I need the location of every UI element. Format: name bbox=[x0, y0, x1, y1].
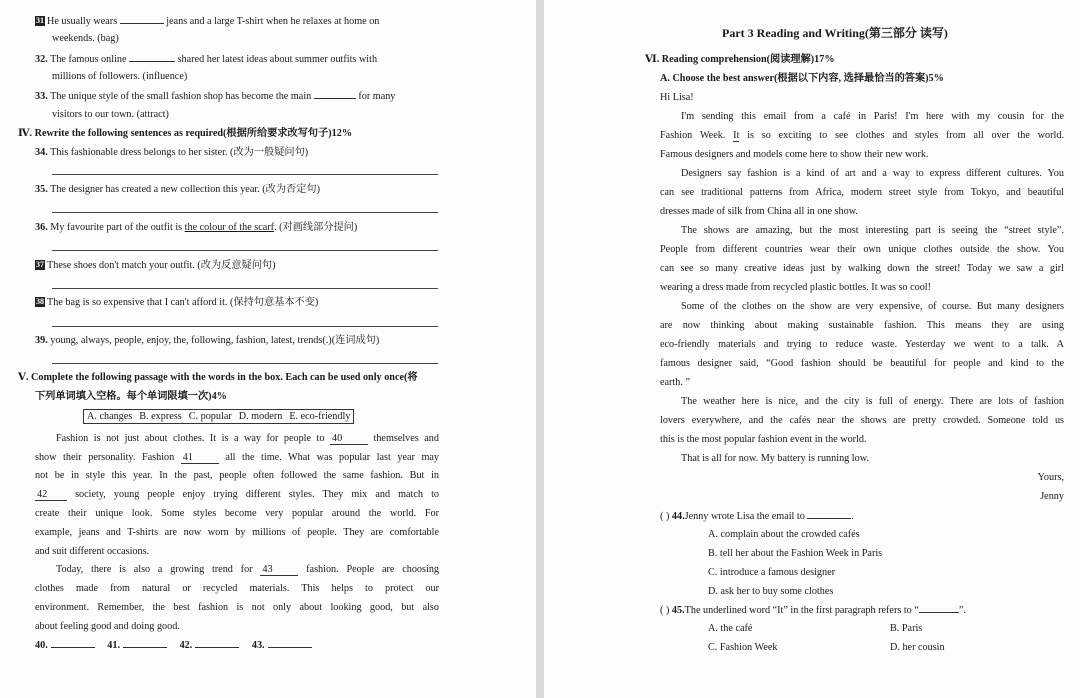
section-v-heading: Ⅴ. Complete the following passage with the words in the box. Each can be used only once(将 bbox=[18, 372, 418, 383]
answer-blank-41[interactable] bbox=[123, 638, 167, 648]
answer-blank-43[interactable] bbox=[268, 638, 312, 648]
email-line: can see so many creative ideas just by walking down the street! Today we saw a girl bbox=[660, 263, 1064, 274]
passage-line: create their unique look. Some styles become very popular around the world. For bbox=[35, 508, 439, 519]
answer-line[interactable] bbox=[52, 212, 438, 213]
question-32: 32. The famous online shared her latest ideas about summer outfits with bbox=[35, 54, 378, 65]
underlined-it: It bbox=[733, 130, 740, 141]
email-line: eco-friendly materials and trying to reduce waste. Yesterday we went to a talk. A bbox=[660, 339, 1064, 350]
email-line: this is the most popular fashion event in the world. bbox=[660, 434, 867, 445]
email-line: are now thinking about making sustainable fashion. This means they are using bbox=[660, 320, 1064, 331]
answer-paren[interactable]: ( ) bbox=[660, 605, 670, 616]
answer-row: 40. 41. 42. 43. bbox=[35, 638, 312, 652]
option-45-b[interactable]: B. Paris bbox=[890, 623, 923, 634]
email-line: Designers say fashion is a kind of art and a way to express different cultures. You bbox=[681, 168, 1064, 179]
option-45-d[interactable]: D. her cousin bbox=[890, 642, 945, 653]
section-vi-heading: Ⅵ. Reading comprehension(阅读理解)17% bbox=[645, 54, 835, 65]
email-line: wearing a dress made from recycled plastic bottles. It was so cool! bbox=[660, 282, 932, 293]
question-33-line2: visitors to our town. (attract) bbox=[52, 109, 169, 120]
option-44-b[interactable]: B. tell her about the Fashion Week in Paris bbox=[708, 548, 883, 559]
blank-42: 42 bbox=[35, 489, 67, 501]
blank-40: 40 bbox=[330, 433, 368, 445]
email-signature: Jenny bbox=[1040, 491, 1064, 502]
question-45: ( ) 45.The underlined word “It” in the first paragraph refers to “ ”. bbox=[660, 605, 966, 616]
answer-blank-40[interactable] bbox=[51, 638, 95, 648]
option-44-a[interactable]: A. complain about the crowded cafés bbox=[708, 529, 860, 540]
question-44: ( ) 44.Jenny wrote Lisa the email to . bbox=[660, 511, 854, 522]
answer-line[interactable] bbox=[52, 326, 438, 327]
question-38: 38 The bag is so expensive that I can't afford it. (保持句意基本不变) bbox=[36, 297, 319, 308]
email-line: lovers everywhere, and the cafés near the shows are pretty crowded. Someone told us bbox=[660, 415, 1064, 426]
answer-blank[interactable] bbox=[314, 89, 356, 99]
question-35: 35. The designer has created a new collection this year. (改为否定句) bbox=[35, 184, 320, 195]
passage-line: environment. Remember, the best fashion is not only about looking good, but also bbox=[35, 602, 439, 613]
email-line: famous designer said, “Good fashion should be beautiful for people and kind to the bbox=[660, 358, 1064, 369]
email-line: earth. ” bbox=[660, 377, 690, 388]
question-number: 31 bbox=[36, 16, 44, 25]
word-box: A. changes B. express C. popular D. modern E. eco-friendly bbox=[83, 409, 354, 424]
passage-line: 42 society, young people enjoy trying different styles. They mix and match to bbox=[37, 489, 439, 500]
section-a-heading: A. Choose the best answer(根据以下内容, 选择最恰当的答案)5% bbox=[660, 73, 944, 84]
email-line: That is all for now. My battery is running low. bbox=[681, 453, 869, 464]
passage-line: about feeling good and doing good. bbox=[35, 621, 180, 632]
right-page bbox=[544, 0, 1080, 698]
option-45-c[interactable]: C. Fashion Week bbox=[708, 642, 778, 653]
passage-line: show their personality. Fashion 41 all the time. What was popular last year may bbox=[35, 452, 440, 463]
passage-line: Fashion is not just about clothes. It is a way for people to 40 themselves and bbox=[56, 433, 439, 444]
question-37: 37 These shoes don't match your outfit. (改为反意疑问句) bbox=[36, 260, 276, 271]
answer-blank[interactable] bbox=[120, 14, 164, 24]
email-line: I'm sending this email from a café in Paris! I'm here with my cousin for the bbox=[681, 111, 1064, 122]
option-44-c[interactable]: C. introduce a famous designer bbox=[708, 567, 836, 578]
passage-line: and suit different occasions. bbox=[35, 546, 150, 557]
answer-blank bbox=[919, 603, 959, 613]
answer-blank[interactable] bbox=[129, 52, 175, 62]
email-line: The shows are amazing, but the most interesting part is seeing the “street style”. bbox=[681, 225, 1064, 236]
answer-line[interactable] bbox=[52, 174, 438, 175]
question-31-line2: weekends. (bag) bbox=[52, 33, 119, 44]
email-line: People from different countries wear their own unique clothes outside the show. You bbox=[660, 244, 1064, 255]
email-line: can see traditional patterns from Africa, modern street style from Tokyo, and beautiful bbox=[660, 187, 1064, 198]
passage-line: example, jeans and T-shirts are now worn by millions of people. They are comfortable bbox=[35, 527, 439, 538]
email-line: Some of the clothes on the show are very expensive, of course. But many designers bbox=[681, 301, 1064, 312]
underlined-phrase: the colour of the scarf bbox=[184, 222, 275, 233]
question-33: 33. The unique style of the small fashion shop has become the main for many bbox=[35, 91, 396, 102]
section-iv-heading: Ⅳ. Rewrite the following sentences as required(根据所给要求改写句子)12% bbox=[18, 128, 353, 139]
question-32-line2: millions of followers. (influence) bbox=[52, 71, 188, 82]
left-page bbox=[0, 0, 536, 698]
email-line: The weather here is nice, and the city is full of energy. There are lots of fashion bbox=[681, 396, 1064, 407]
option-45-a[interactable]: A. the café bbox=[708, 623, 753, 634]
answer-line[interactable] bbox=[52, 250, 438, 251]
email-line: dresses made of silk from China all in one show. bbox=[660, 206, 858, 217]
section-v-heading-line2: 下列单词填入空格。每个单词限填一次)4% bbox=[35, 391, 227, 402]
question-number: 38 bbox=[36, 297, 44, 306]
question-36: 36. My favourite part of the outfit is the colour of the scarf. (对画线部分提问) bbox=[35, 222, 358, 233]
passage-line: clothes made from natural or recycled materials. This helps to protect our bbox=[35, 583, 439, 594]
email-line: Famous designers and models come here to show their new work. bbox=[660, 149, 929, 160]
question-number: 37 bbox=[36, 260, 44, 269]
part-title: Part 3 Reading and Writing(第三部分 读写) bbox=[722, 26, 948, 40]
email-line: Fashion Week. It is so exciting to see clothes and styles from all over the world. bbox=[660, 130, 1064, 141]
answer-paren[interactable]: ( ) bbox=[660, 511, 670, 522]
answer-blank bbox=[807, 509, 851, 519]
question-39: 39. young, always, people, enjoy, the, following, fashion, latest, trends(.)(连词成句) bbox=[35, 335, 380, 346]
question-34: 34. This fashionable dress belongs to her sister. (改为一般疑问句) bbox=[35, 147, 309, 158]
passage-line: not be in style this year. In the past, people often followed the same fashion. But in bbox=[35, 470, 439, 481]
answer-blank-42[interactable] bbox=[195, 638, 239, 648]
blank-43: 43 bbox=[260, 564, 298, 576]
answer-line[interactable] bbox=[52, 288, 438, 289]
email-closing: Yours, bbox=[1037, 472, 1064, 483]
email-greeting: Hi Lisa! bbox=[660, 92, 694, 103]
blank-41: 41 bbox=[181, 452, 219, 464]
answer-line[interactable] bbox=[52, 363, 438, 364]
option-44-d[interactable]: D. ask her to buy some clothes bbox=[708, 586, 834, 597]
passage-line: Today, there is also a growing trend for 43 fashion. People are choosing bbox=[56, 564, 440, 575]
question-31: 31 He usually wears jeans and a large T-shirt when he relaxes at home on bbox=[36, 16, 380, 27]
